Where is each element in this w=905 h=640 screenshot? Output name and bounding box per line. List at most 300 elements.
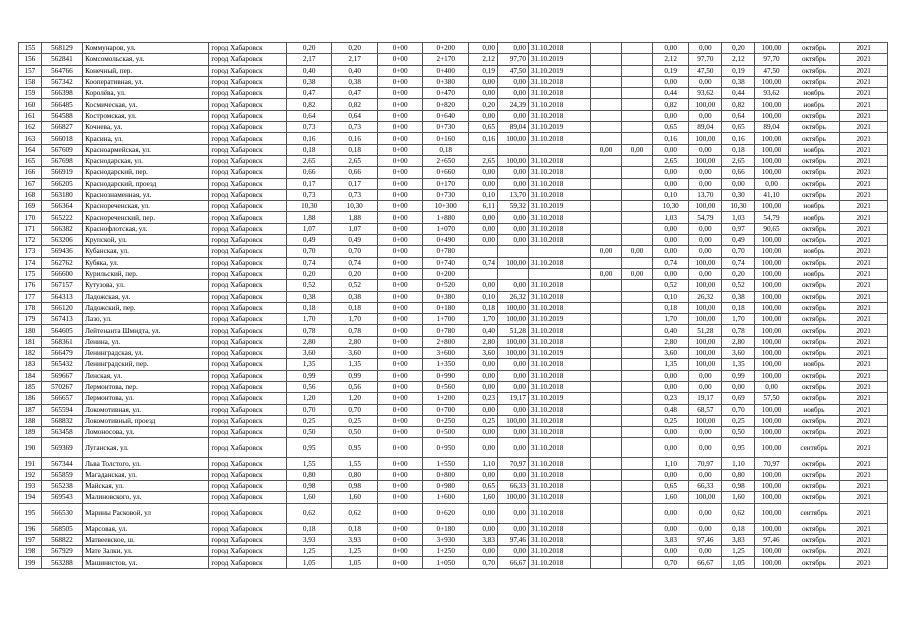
cell-value-b: 0,74: [722, 257, 755, 268]
table-row: [19, 370, 888, 381]
cell-value-b: 0,20: [722, 268, 755, 279]
cell-percent-b: 100,00: [755, 167, 788, 178]
cell-extra-a: [591, 492, 622, 503]
cell-row-number: 161: [19, 110, 42, 121]
cell-extra-b: [622, 534, 653, 545]
cell-end-km: 1+200: [423, 393, 469, 404]
cell-inspection-date: 31.10.2018: [528, 76, 590, 87]
cell-percent-a: 0,00: [689, 43, 722, 54]
cell-value-a: 0,65: [653, 122, 689, 133]
cell-road-id: 569436: [41, 246, 82, 257]
cell-row-number: 183: [19, 359, 42, 370]
cell-value-b: 2,65: [722, 155, 755, 166]
cell-year: 2021: [840, 291, 888, 302]
cell-year: 2021: [840, 268, 888, 279]
cell-year: 2021: [840, 381, 888, 392]
cell-repaired-percent: 0,00: [497, 523, 528, 534]
cell-row-number: 158: [19, 76, 42, 87]
cell-length-total: 1,20: [332, 393, 378, 404]
cell-extra-b: [622, 503, 653, 523]
cell-repaired-percent: 0,00: [497, 381, 528, 392]
cell-extra-b: [622, 415, 653, 426]
cell-street-name: Комсомольская, ул.: [83, 54, 209, 65]
cell-inspection-date: 31.10.2018: [528, 503, 590, 523]
cell-street-name: Крупской, ул.: [83, 235, 209, 246]
cell-month: октябрь: [788, 155, 840, 166]
cell-month: октябрь: [788, 393, 840, 404]
cell-repaired-percent: 0,00: [497, 404, 528, 415]
cell-length-total: 1,07: [332, 223, 378, 234]
cell-street-name: Ленина, ул.: [83, 336, 209, 347]
cell-road-id: 565859: [41, 469, 82, 480]
cell-inspection-date: 31.10.2018: [528, 189, 590, 200]
cell-street-name: Кочнева, ул.: [83, 122, 209, 133]
cell-street-name: Ленская, ул.: [83, 370, 209, 381]
cell-length-total: 0,80: [332, 469, 378, 480]
cell-length-total: 0,20: [332, 268, 378, 279]
table-row: [19, 503, 888, 523]
table-row: [19, 88, 888, 99]
cell-repaired-percent: 0,00: [497, 167, 528, 178]
cell-road-id: 567609: [41, 144, 82, 155]
cell-extra-b: [622, 314, 653, 325]
cell-repaired-length: 0,00: [468, 76, 497, 87]
cell-city: город Хабаровск: [209, 257, 287, 268]
cell-repaired-percent: 0,00: [497, 359, 528, 370]
cell-length: 1,25: [286, 546, 332, 557]
cell-start-km: 0+00: [377, 325, 423, 336]
cell-length-total: 10,30: [332, 201, 378, 212]
table-row: [19, 257, 888, 268]
table-row: [19, 280, 888, 291]
cell-month: октябрь: [788, 314, 840, 325]
cell-street-name: Коммунаров, ул.: [83, 43, 209, 54]
cell-year: 2021: [840, 54, 888, 65]
cell-value-b: 0,98: [722, 480, 755, 491]
cell-end-km: 0+200: [423, 268, 469, 279]
cell-percent-a: 0,00: [689, 381, 722, 392]
cell-extra-a: 0,00: [591, 246, 622, 257]
cell-value-b: 0,00: [722, 381, 755, 392]
cell-repaired-percent: 0,00: [497, 546, 528, 557]
cell-length-total: 0,74: [332, 257, 378, 268]
cell-value-a: 0,44: [653, 88, 689, 99]
cell-row-number: 180: [19, 325, 42, 336]
cell-extra-a: [591, 178, 622, 189]
table-row: [19, 43, 888, 54]
cell-inspection-date: 31.10.2019: [528, 393, 590, 404]
cell-end-km: 0+160: [423, 133, 469, 144]
cell-percent-a: 0,00: [689, 523, 722, 534]
cell-length: 0,82: [286, 99, 332, 110]
cell-length: 0,73: [286, 189, 332, 200]
cell-month: октябрь: [788, 557, 840, 568]
cell-row-number: 169: [19, 201, 42, 212]
table-row: [19, 167, 888, 178]
cell-repaired-percent: 100,00: [497, 155, 528, 166]
cell-start-km: 0+00: [377, 235, 423, 246]
cell-month: октябрь: [788, 348, 840, 359]
cell-percent-a: 97,46: [689, 534, 722, 545]
cell-repaired-length: 0,00: [468, 167, 497, 178]
cell-repaired-length: 1,60: [468, 492, 497, 503]
cell-street-name: Королёва, ул.: [83, 88, 209, 99]
cell-extra-b: [622, 76, 653, 87]
cell-inspection-date: 31.10.2018: [528, 534, 590, 545]
cell-extra-a: [591, 458, 622, 469]
cell-value-a: 2,65: [653, 155, 689, 166]
cell-repaired-length: 0,00: [468, 178, 497, 189]
cell-value-b: 0,70: [722, 404, 755, 415]
cell-repaired-percent: 66,67: [497, 557, 528, 568]
cell-value-a: 0,00: [653, 223, 689, 234]
cell-city: город Хабаровск: [209, 110, 287, 121]
cell-value-a: 0,16: [653, 133, 689, 144]
cell-percent-a: 100,00: [689, 201, 722, 212]
cell-road-id: 566657: [41, 393, 82, 404]
cell-inspection-date: 31.10.2018: [528, 155, 590, 166]
cell-repaired-percent: 100,00: [497, 415, 528, 426]
cell-length: 0,62: [286, 503, 332, 523]
cell-month: ноябрь: [788, 99, 840, 110]
cell-street-name: Красина, ул.: [83, 133, 209, 144]
cell-start-km: 0+00: [377, 212, 423, 223]
cell-value-a: 0,65: [653, 480, 689, 491]
cell-percent-b: 100,00: [755, 469, 788, 480]
cell-year: 2021: [840, 325, 888, 336]
cell-city: город Хабаровск: [209, 370, 287, 381]
cell-month: октябрь: [788, 427, 840, 438]
cell-length: 0,38: [286, 76, 332, 87]
cell-road-id: 566479: [41, 348, 82, 359]
cell-percent-a: 66,67: [689, 557, 722, 568]
cell-repaired-length: [468, 268, 497, 279]
cell-row-number: 187: [19, 404, 42, 415]
cell-year: 2021: [840, 144, 888, 155]
cell-extra-a: [591, 557, 622, 568]
table-body: [19, 43, 888, 569]
cell-value-b: 0,16: [722, 133, 755, 144]
table-row: [19, 480, 888, 491]
cell-extra-a: [591, 110, 622, 121]
cell-extra-a: [591, 438, 622, 458]
cell-street-name: Костромская, ул.: [83, 110, 209, 121]
table-row: [19, 99, 888, 110]
cell-city: город Хабаровск: [209, 438, 287, 458]
cell-length: 0,74: [286, 257, 332, 268]
table-row: [19, 291, 888, 302]
cell-road-id: 569667: [41, 370, 82, 381]
table-row: [19, 235, 888, 246]
cell-length-total: 0,52: [332, 280, 378, 291]
cell-extra-b: [622, 438, 653, 458]
cell-percent-a: 100,00: [689, 492, 722, 503]
cell-repaired-length: 0,00: [468, 212, 497, 223]
cell-percent-a: 100,00: [689, 133, 722, 144]
cell-city: город Хабаровск: [209, 178, 287, 189]
cell-month: октябрь: [788, 189, 840, 200]
cell-road-id: 570267: [41, 381, 82, 392]
table-row: [19, 268, 888, 279]
cell-repaired-length: 0,74: [468, 257, 497, 268]
cell-repaired-length: 0,00: [468, 523, 497, 534]
cell-value-b: 0,80: [722, 469, 755, 480]
cell-percent-b: 93,62: [755, 88, 788, 99]
cell-extra-b: [622, 348, 653, 359]
cell-extra-a: [591, 235, 622, 246]
cell-repaired-length: 0,00: [468, 469, 497, 480]
cell-extra-a: [591, 427, 622, 438]
cell-month: октябрь: [788, 546, 840, 557]
cell-year: 2021: [840, 404, 888, 415]
cell-extra-b: [622, 546, 653, 557]
cell-length: 2,80: [286, 336, 332, 347]
cell-year: 2021: [840, 438, 888, 458]
cell-repaired-percent: 0,00: [497, 280, 528, 291]
cell-road-id: 566485: [41, 99, 82, 110]
cell-inspection-date: 31.10.2018: [528, 302, 590, 313]
table-row: [19, 76, 888, 87]
cell-extra-a: [591, 291, 622, 302]
cell-repaired-length: [468, 144, 497, 155]
cell-percent-b: 100,00: [755, 201, 788, 212]
cell-percent-a: 0,00: [689, 427, 722, 438]
cell-start-km: 0+00: [377, 99, 423, 110]
cell-city: город Хабаровск: [209, 458, 287, 469]
cell-percent-a: 66,33: [689, 480, 722, 491]
cell-road-id: 566827: [41, 122, 82, 133]
cell-repaired-percent: 100,00: [497, 302, 528, 313]
cell-repaired-length: 0,18: [468, 302, 497, 313]
cell-length: 0,98: [286, 480, 332, 491]
cell-percent-b: 100,00: [755, 370, 788, 381]
cell-percent-a: 100,00: [689, 302, 722, 313]
cell-value-a: 0,00: [653, 178, 689, 189]
cell-inspection-date: [528, 246, 590, 257]
cell-length: 1,20: [286, 393, 332, 404]
cell-length: 0,17: [286, 178, 332, 189]
cell-repaired-length: 6,11: [468, 201, 497, 212]
cell-year: 2021: [840, 480, 888, 491]
cell-value-a: 0,23: [653, 393, 689, 404]
cell-length-total: 0,66: [332, 167, 378, 178]
cell-year: 2021: [840, 223, 888, 234]
cell-repaired-percent: [497, 268, 528, 279]
cell-extra-a: [591, 99, 622, 110]
cell-row-number: 176: [19, 280, 42, 291]
cell-percent-b: 100,00: [755, 427, 788, 438]
cell-percent-a: 100,00: [689, 348, 722, 359]
cell-end-km: 0+250: [423, 415, 469, 426]
cell-length: 0,18: [286, 302, 332, 313]
cell-inspection-date: 31.10.2019: [528, 122, 590, 133]
cell-repaired-percent: 0,00: [497, 503, 528, 523]
table-row: [19, 325, 888, 336]
cell-row-number: 185: [19, 381, 42, 392]
cell-road-id: 563180: [41, 189, 82, 200]
cell-percent-b: 100,00: [755, 415, 788, 426]
cell-year: 2021: [840, 110, 888, 121]
cell-value-b: 1,60: [722, 492, 755, 503]
cell-repaired-percent: 59,32: [497, 201, 528, 212]
cell-repaired-length: 1,10: [468, 458, 497, 469]
cell-value-a: 0,40: [653, 325, 689, 336]
cell-inspection-date: 31.10.2018: [528, 167, 590, 178]
cell-value-b: 1,70: [722, 314, 755, 325]
cell-percent-b: 100,00: [755, 235, 788, 246]
cell-street-name: Ленинградская, ул.: [83, 348, 209, 359]
cell-road-id: 566600: [41, 268, 82, 279]
cell-start-km: 0+00: [377, 122, 423, 133]
cell-inspection-date: 31.10.2019: [528, 201, 590, 212]
road-register-table: [18, 42, 888, 569]
cell-street-name: Ладожская, ул.: [83, 291, 209, 302]
cell-city: город Хабаровск: [209, 404, 287, 415]
cell-city: город Хабаровск: [209, 122, 287, 133]
cell-length: 0,18: [286, 523, 332, 534]
cell-row-number: 168: [19, 189, 42, 200]
cell-percent-b: 100,00: [755, 268, 788, 279]
cell-inspection-date: 31.10.2018: [528, 492, 590, 503]
cell-row-number: 172: [19, 235, 42, 246]
table-row: [19, 110, 888, 121]
cell-length: 2,17: [286, 54, 332, 65]
cell-value-b: 0,82: [722, 99, 755, 110]
table-row: [19, 534, 888, 545]
cell-value-b: 1,03: [722, 212, 755, 223]
cell-length-total: 0,18: [332, 523, 378, 534]
cell-percent-a: 19,17: [689, 393, 722, 404]
cell-repaired-length: 0,00: [468, 370, 497, 381]
cell-inspection-date: 31.10.2018: [528, 415, 590, 426]
cell-value-a: 0,00: [653, 268, 689, 279]
cell-length-total: 3,60: [332, 348, 378, 359]
cell-city: город Хабаровск: [209, 480, 287, 491]
table-row: [19, 336, 888, 347]
cell-year: 2021: [840, 393, 888, 404]
cell-percent-a: 0,00: [689, 76, 722, 87]
cell-extra-a: [591, 201, 622, 212]
cell-value-a: 0,00: [653, 546, 689, 557]
cell-value-b: 1,25: [722, 546, 755, 557]
cell-start-km: 0+00: [377, 503, 423, 523]
cell-month: октябрь: [788, 523, 840, 534]
cell-start-km: 0+00: [377, 257, 423, 268]
cell-city: город Хабаровск: [209, 144, 287, 155]
cell-repaired-length: 0,00: [468, 438, 497, 458]
cell-extra-b: [622, 404, 653, 415]
cell-month: сентябрь: [788, 503, 840, 523]
cell-inspection-date: 31.10.2018: [528, 523, 590, 534]
cell-end-km: 0+180: [423, 302, 469, 313]
cell-length-total: 0,62: [332, 503, 378, 523]
cell-city: город Хабаровск: [209, 99, 287, 110]
cell-row-number: 189: [19, 427, 42, 438]
cell-percent-a: 100,00: [689, 280, 722, 291]
cell-start-km: 0+00: [377, 201, 423, 212]
cell-end-km: 10+300: [423, 201, 469, 212]
cell-month: октябрь: [788, 65, 840, 76]
cell-repaired-percent: 19,17: [497, 393, 528, 404]
cell-percent-b: 97,46: [755, 534, 788, 545]
cell-inspection-date: 31.10.2019: [528, 348, 590, 359]
cell-percent-a: 0,00: [689, 178, 722, 189]
cell-inspection-date: 31.10.2018: [528, 178, 590, 189]
cell-row-number: 186: [19, 393, 42, 404]
cell-value-b: 3,60: [722, 348, 755, 359]
cell-extra-a: [591, 65, 622, 76]
cell-length-total: 2,80: [332, 336, 378, 347]
cell-value-b: 10,30: [722, 201, 755, 212]
cell-value-a: 0,00: [653, 144, 689, 155]
table-row: [19, 201, 888, 212]
cell-city: город Хабаровск: [209, 469, 287, 480]
cell-percent-b: 100,00: [755, 76, 788, 87]
cell-percent-a: 13,70: [689, 189, 722, 200]
cell-end-km: 0+740: [423, 257, 469, 268]
cell-year: 2021: [840, 302, 888, 313]
cell-city: город Хабаровск: [209, 348, 287, 359]
cell-month: октябрь: [788, 415, 840, 426]
cell-value-b: 0,30: [722, 189, 755, 200]
cell-value-a: 0,18: [653, 302, 689, 313]
cell-city: город Хабаровск: [209, 65, 287, 76]
cell-end-km: 0+730: [423, 189, 469, 200]
cell-street-name: Ленинградский, пер.: [83, 359, 209, 370]
cell-end-km: 1+050: [423, 557, 469, 568]
cell-end-km: 0+990: [423, 370, 469, 381]
cell-end-km: 2+170: [423, 54, 469, 65]
cell-value-a: 0,19: [653, 65, 689, 76]
table-row: [19, 438, 888, 458]
cell-end-km: 0+400: [423, 65, 469, 76]
cell-repaired-percent: 0,00: [497, 370, 528, 381]
cell-row-number: 192: [19, 469, 42, 480]
cell-length: 0,78: [286, 325, 332, 336]
cell-end-km: 1+250: [423, 546, 469, 557]
cell-start-km: 0+00: [377, 167, 423, 178]
cell-repaired-percent: 0,00: [497, 76, 528, 87]
cell-value-b: 2,12: [722, 54, 755, 65]
cell-repaired-percent: 13,70: [497, 189, 528, 200]
cell-length-total: 0,49: [332, 235, 378, 246]
cell-length: 0,64: [286, 110, 332, 121]
cell-repaired-length: 0,00: [468, 546, 497, 557]
cell-inspection-date: 31.10.2018: [528, 370, 590, 381]
cell-repaired-length: 3,60: [468, 348, 497, 359]
cell-inspection-date: 31.10.2018: [528, 427, 590, 438]
cell-start-km: 0+00: [377, 144, 423, 155]
cell-start-km: 0+00: [377, 189, 423, 200]
cell-repaired-percent: 0,00: [497, 469, 528, 480]
cell-value-a: 0,00: [653, 110, 689, 121]
cell-year: 2021: [840, 314, 888, 325]
cell-extra-b: [622, 480, 653, 491]
cell-month: октябрь: [788, 370, 840, 381]
cell-year: 2021: [840, 370, 888, 381]
cell-repaired-percent: 100,00: [497, 348, 528, 359]
cell-end-km: 0+780: [423, 246, 469, 257]
cell-row-number: 170: [19, 212, 42, 223]
cell-road-id: 567344: [41, 458, 82, 469]
cell-start-km: 0+00: [377, 480, 423, 491]
cell-road-id: 566398: [41, 88, 82, 99]
cell-length: 0,49: [286, 235, 332, 246]
cell-length-total: 0,38: [332, 291, 378, 302]
cell-end-km: 0+490: [423, 235, 469, 246]
cell-extra-b: [622, 178, 653, 189]
table-row: [19, 469, 888, 480]
